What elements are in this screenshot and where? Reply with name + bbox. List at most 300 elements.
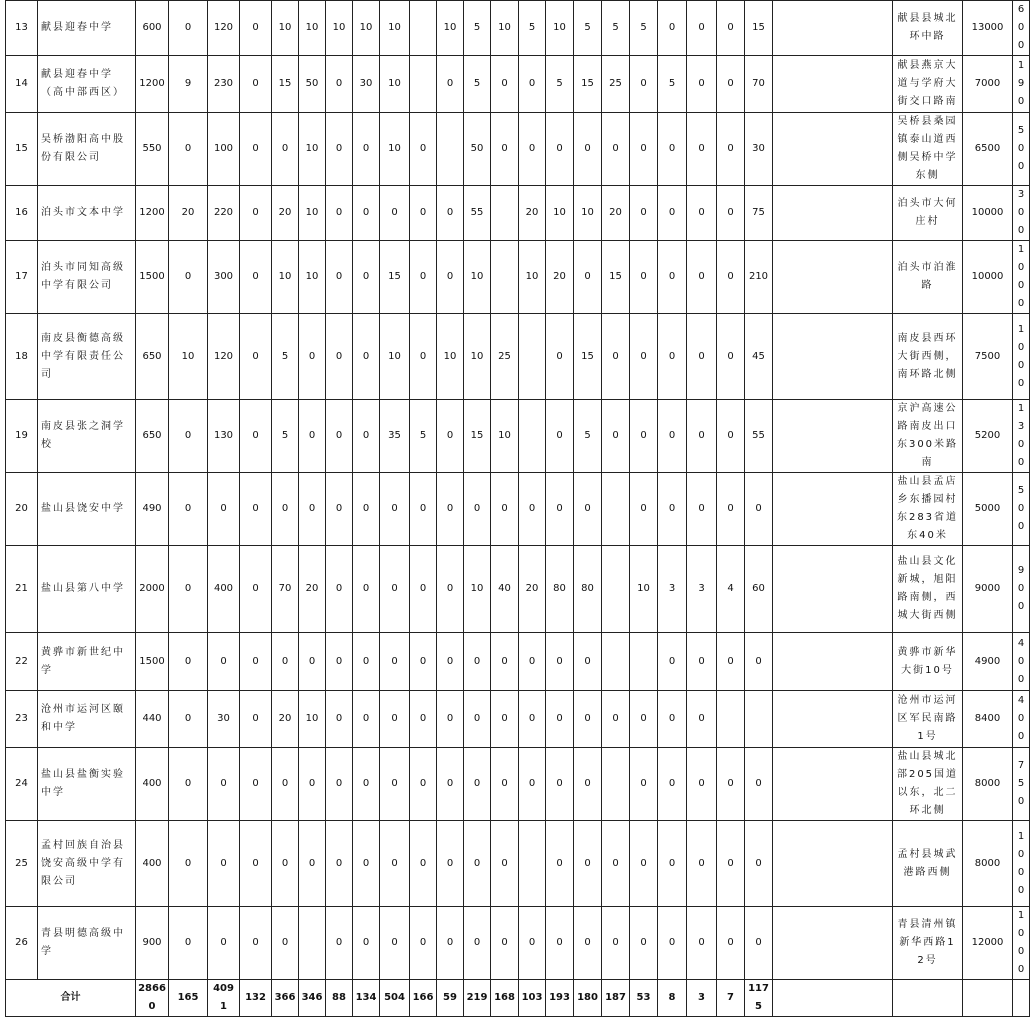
- value-cell: 0: [326, 400, 353, 473]
- value-cell: 0: [240, 400, 272, 473]
- empty-cell: [773, 1, 893, 56]
- table-row: [6, 113, 1030, 186]
- value-cell: 10: [491, 400, 519, 473]
- value-cell: 0: [326, 633, 353, 691]
- row-number: 24: [6, 748, 38, 821]
- value-cell: 0: [353, 546, 380, 633]
- value-cell: 400: [208, 546, 240, 633]
- value-cell: 0: [169, 241, 208, 314]
- row-number: 21: [6, 546, 38, 633]
- value-cell: 15: [380, 241, 410, 314]
- value-cell: [410, 56, 437, 113]
- value-cell: 20: [519, 546, 546, 633]
- value-cell: 0: [658, 1, 687, 56]
- value-cell: 0: [574, 113, 602, 186]
- value-cell: 3: [658, 546, 687, 633]
- school-name: 黄骅市新世纪中学: [38, 633, 136, 691]
- value-cell: 0: [546, 314, 574, 400]
- value-cell: 0: [658, 821, 687, 907]
- value-cell: 0: [687, 113, 717, 186]
- capacity-cell: 1000: [1013, 821, 1030, 907]
- value-cell: 0: [410, 314, 437, 400]
- value-cell: 0: [687, 241, 717, 314]
- value-cell: 0: [630, 186, 658, 241]
- value-cell: 15: [574, 56, 602, 113]
- school-name: 泊头市同知高级中学有限公司: [38, 241, 136, 314]
- value-cell: 0: [745, 633, 773, 691]
- value-cell: 0: [272, 748, 299, 821]
- area-cell: [963, 980, 1013, 1017]
- value-cell: 0: [464, 907, 491, 980]
- total-value-cell: 88: [326, 980, 353, 1017]
- empty-cell: [773, 907, 893, 980]
- value-cell: 0: [519, 473, 546, 546]
- school-name: 盐山县饶安中学: [38, 473, 136, 546]
- value-cell: 0: [519, 907, 546, 980]
- table-row: [6, 473, 1030, 546]
- value-cell: 0: [380, 473, 410, 546]
- value-cell: 0: [717, 314, 745, 400]
- total-label: 合计: [6, 980, 136, 1017]
- value-cell: 0: [353, 400, 380, 473]
- value-cell: 10: [437, 1, 464, 56]
- value-cell: 0: [208, 473, 240, 546]
- value-cell: 0: [717, 113, 745, 186]
- value-cell: [491, 241, 519, 314]
- row-number: 20: [6, 473, 38, 546]
- row-number: 18: [6, 314, 38, 400]
- total-value-cell: 4091: [208, 980, 240, 1017]
- value-cell: 0: [272, 633, 299, 691]
- row-number: 26: [6, 907, 38, 980]
- value-cell: 0: [353, 633, 380, 691]
- value-cell: 220: [208, 186, 240, 241]
- total-value-cell: 134: [353, 980, 380, 1017]
- school-name: 吴桥渤阳高中股份有限公司: [38, 113, 136, 186]
- address-cell: 黄骅市新华大街10号: [893, 633, 963, 691]
- value-cell: 0: [326, 748, 353, 821]
- value-cell: 20: [519, 186, 546, 241]
- value-cell: 0: [169, 821, 208, 907]
- table-row: [6, 633, 1030, 691]
- value-cell: 0: [687, 400, 717, 473]
- value-cell: 30: [208, 691, 240, 748]
- value-cell: 0: [326, 56, 353, 113]
- value-cell: 10: [299, 691, 326, 748]
- value-cell: 0: [546, 113, 574, 186]
- total-value-cell: 132: [240, 980, 272, 1017]
- total-value-cell: 219: [464, 980, 491, 1017]
- value-cell: 0: [240, 691, 272, 748]
- value-cell: 0: [491, 56, 519, 113]
- value-cell: 0: [272, 821, 299, 907]
- value-cell: 10: [299, 113, 326, 186]
- area-cell: 8000: [963, 748, 1013, 821]
- value-cell: 0: [326, 907, 353, 980]
- value-cell: 0: [437, 546, 464, 633]
- value-cell: 0: [602, 400, 630, 473]
- empty-cell: [773, 400, 893, 473]
- value-cell: 210: [745, 241, 773, 314]
- value-cell: 0: [602, 314, 630, 400]
- value-cell: 15: [272, 56, 299, 113]
- address-cell: 孟村县城武港路西侧: [893, 821, 963, 907]
- value-cell: [602, 546, 630, 633]
- table-row: [6, 186, 1030, 241]
- value-cell: [437, 113, 464, 186]
- school-name: 泊头市文本中学: [38, 186, 136, 241]
- value-cell: 0: [326, 314, 353, 400]
- table-row: [6, 748, 1030, 821]
- table-row: [6, 546, 1030, 633]
- value-cell: 0: [602, 907, 630, 980]
- value-cell: 0: [658, 241, 687, 314]
- value-cell: 0: [491, 821, 519, 907]
- value-cell: 0: [717, 241, 745, 314]
- value-cell: 25: [491, 314, 519, 400]
- value-cell: 1200: [136, 186, 169, 241]
- value-cell: 10: [299, 1, 326, 56]
- value-cell: 0: [717, 907, 745, 980]
- value-cell: 100: [208, 113, 240, 186]
- value-cell: 0: [437, 400, 464, 473]
- value-cell: 0: [380, 186, 410, 241]
- value-cell: 0: [546, 907, 574, 980]
- value-cell: 0: [519, 633, 546, 691]
- address-cell: 吴桥县桑园镇泰山道西侧吴桥中学东侧: [893, 113, 963, 186]
- value-cell: 0: [299, 400, 326, 473]
- school-name: 盐山县盐衡实验中学: [38, 748, 136, 821]
- value-cell: 80: [546, 546, 574, 633]
- value-cell: [602, 748, 630, 821]
- value-cell: 400: [136, 748, 169, 821]
- value-cell: 10: [380, 1, 410, 56]
- value-cell: 3: [687, 546, 717, 633]
- value-cell: 20: [602, 186, 630, 241]
- empty-cell: [773, 748, 893, 821]
- value-cell: [519, 400, 546, 473]
- value-cell: 0: [437, 186, 464, 241]
- row-number: 13: [6, 1, 38, 56]
- value-cell: 60: [745, 546, 773, 633]
- value-cell: 0: [353, 473, 380, 546]
- value-cell: 20: [272, 691, 299, 748]
- area-cell: 7500: [963, 314, 1013, 400]
- value-cell: 5: [464, 56, 491, 113]
- value-cell: 130: [208, 400, 240, 473]
- value-cell: 0: [240, 56, 272, 113]
- value-cell: 0: [658, 691, 687, 748]
- value-cell: 40: [491, 546, 519, 633]
- capacity-cell: [1013, 980, 1030, 1017]
- value-cell: 0: [208, 907, 240, 980]
- value-cell: 0: [410, 546, 437, 633]
- value-cell: 0: [353, 748, 380, 821]
- value-cell: 55: [745, 400, 773, 473]
- area-cell: 10000: [963, 241, 1013, 314]
- value-cell: 10: [464, 314, 491, 400]
- value-cell: 25: [602, 56, 630, 113]
- value-cell: 0: [240, 314, 272, 400]
- value-cell: 0: [630, 241, 658, 314]
- value-cell: 0: [299, 314, 326, 400]
- value-cell: 0: [208, 821, 240, 907]
- value-cell: 0: [299, 821, 326, 907]
- area-cell: 4900: [963, 633, 1013, 691]
- value-cell: 0: [410, 473, 437, 546]
- value-cell: 0: [410, 241, 437, 314]
- address-cell: 盐山县城北部205国道以东，北二环北侧: [893, 748, 963, 821]
- value-cell: 0: [687, 748, 717, 821]
- value-cell: 0: [491, 907, 519, 980]
- value-cell: 55: [464, 186, 491, 241]
- value-cell: 10: [299, 186, 326, 241]
- value-cell: 5: [574, 1, 602, 56]
- capacity-cell: 750: [1013, 748, 1030, 821]
- value-cell: 0: [491, 113, 519, 186]
- capacity-cell: 1300: [1013, 400, 1030, 473]
- value-cell: 0: [602, 691, 630, 748]
- value-cell: 0: [169, 633, 208, 691]
- empty-cell: [773, 241, 893, 314]
- value-cell: 0: [437, 748, 464, 821]
- value-cell: 20: [169, 186, 208, 241]
- address-cell: 泊头市大何庄村: [893, 186, 963, 241]
- value-cell: 0: [630, 56, 658, 113]
- value-cell: 0: [353, 186, 380, 241]
- value-cell: 230: [208, 56, 240, 113]
- value-cell: 5: [602, 1, 630, 56]
- value-cell: 0: [240, 241, 272, 314]
- value-cell: 10: [546, 186, 574, 241]
- value-cell: 0: [574, 691, 602, 748]
- value-cell: 0: [546, 748, 574, 821]
- value-cell: 5: [410, 400, 437, 473]
- value-cell: 0: [410, 907, 437, 980]
- address-cell: 泊头市泊淮路: [893, 241, 963, 314]
- total-value-cell: 346: [299, 980, 326, 1017]
- value-cell: 600: [136, 1, 169, 56]
- value-cell: 30: [745, 113, 773, 186]
- value-cell: 0: [326, 473, 353, 546]
- value-cell: 550: [136, 113, 169, 186]
- value-cell: 440: [136, 691, 169, 748]
- value-cell: 0: [353, 314, 380, 400]
- area-cell: 10000: [963, 186, 1013, 241]
- value-cell: 0: [717, 56, 745, 113]
- value-cell: 0: [169, 691, 208, 748]
- value-cell: 0: [380, 633, 410, 691]
- value-cell: 0: [410, 186, 437, 241]
- total-value-cell: 366: [272, 980, 299, 1017]
- value-cell: 0: [630, 748, 658, 821]
- value-cell: 0: [658, 907, 687, 980]
- school-name: 青县明德高级中学: [38, 907, 136, 980]
- value-cell: 10: [380, 56, 410, 113]
- value-cell: 0: [353, 113, 380, 186]
- value-cell: 80: [574, 546, 602, 633]
- table-row: [6, 241, 1030, 314]
- value-cell: 0: [574, 633, 602, 691]
- value-cell: 20: [272, 186, 299, 241]
- value-cell: 15: [464, 400, 491, 473]
- value-cell: 10: [272, 1, 299, 56]
- value-cell: 15: [574, 314, 602, 400]
- capacity-cell: 300: [1013, 186, 1030, 241]
- total-value-cell: 8: [658, 980, 687, 1017]
- value-cell: 120: [208, 1, 240, 56]
- value-cell: 0: [574, 241, 602, 314]
- empty-cell: [773, 314, 893, 400]
- school-name: 南皮县衡德高级中学有限责任公司: [38, 314, 136, 400]
- value-cell: 0: [602, 821, 630, 907]
- value-cell: 0: [208, 748, 240, 821]
- value-cell: 5: [519, 1, 546, 56]
- value-cell: 0: [630, 691, 658, 748]
- value-cell: 0: [169, 546, 208, 633]
- value-cell: 0: [717, 1, 745, 56]
- value-cell: 0: [410, 748, 437, 821]
- value-cell: 0: [240, 1, 272, 56]
- address-cell: [893, 980, 963, 1017]
- value-cell: 0: [602, 113, 630, 186]
- total-value-cell: 504: [380, 980, 410, 1017]
- value-cell: 0: [687, 821, 717, 907]
- value-cell: 2000: [136, 546, 169, 633]
- value-cell: 0: [717, 633, 745, 691]
- empty-cell: [773, 691, 893, 748]
- value-cell: 0: [437, 907, 464, 980]
- total-value-cell: 166: [410, 980, 437, 1017]
- value-cell: 5: [464, 1, 491, 56]
- total-value-cell: 7: [717, 980, 745, 1017]
- area-cell: 9000: [963, 546, 1013, 633]
- value-cell: 0: [464, 633, 491, 691]
- empty-cell: [773, 821, 893, 907]
- value-cell: 5: [630, 1, 658, 56]
- value-cell: 1500: [136, 633, 169, 691]
- value-cell: 0: [687, 907, 717, 980]
- total-row: [6, 980, 1030, 1017]
- value-cell: 0: [380, 748, 410, 821]
- value-cell: 0: [169, 473, 208, 546]
- value-cell: 0: [717, 473, 745, 546]
- value-cell: 490: [136, 473, 169, 546]
- value-cell: 70: [745, 56, 773, 113]
- value-cell: [519, 821, 546, 907]
- value-cell: 0: [491, 691, 519, 748]
- capacity-cell: 190: [1013, 56, 1030, 113]
- value-cell: 0: [437, 473, 464, 546]
- value-cell: 20: [299, 546, 326, 633]
- value-cell: 0: [169, 907, 208, 980]
- value-cell: 0: [464, 821, 491, 907]
- value-cell: 0: [519, 691, 546, 748]
- value-cell: 5: [658, 56, 687, 113]
- empty-cell: [773, 546, 893, 633]
- value-cell: 0: [630, 113, 658, 186]
- value-cell: 10: [299, 241, 326, 314]
- value-cell: 10: [630, 546, 658, 633]
- value-cell: 0: [717, 821, 745, 907]
- value-cell: 400: [136, 821, 169, 907]
- total-value-cell: 28660: [136, 980, 169, 1017]
- total-value-cell: 165: [169, 980, 208, 1017]
- value-cell: 0: [353, 241, 380, 314]
- value-cell: 0: [169, 748, 208, 821]
- value-cell: 300: [208, 241, 240, 314]
- value-cell: 0: [380, 907, 410, 980]
- capacity-cell: 1000: [1013, 241, 1030, 314]
- value-cell: 0: [745, 907, 773, 980]
- value-cell: 0: [491, 633, 519, 691]
- value-cell: 0: [353, 821, 380, 907]
- empty-cell: [773, 633, 893, 691]
- empty-cell: [773, 113, 893, 186]
- value-cell: 10: [464, 546, 491, 633]
- value-cell: 0: [717, 186, 745, 241]
- value-cell: 0: [519, 56, 546, 113]
- value-cell: 0: [687, 691, 717, 748]
- value-cell: 4: [717, 546, 745, 633]
- value-cell: 9: [169, 56, 208, 113]
- value-cell: 0: [272, 907, 299, 980]
- value-cell: 0: [546, 473, 574, 546]
- school-name: 献县迎春中学（高中部西区）: [38, 56, 136, 113]
- capacity-cell: 1000: [1013, 314, 1030, 400]
- capacity-cell: 1000: [1013, 907, 1030, 980]
- value-cell: 30: [353, 56, 380, 113]
- value-cell: 0: [240, 633, 272, 691]
- value-cell: [299, 907, 326, 980]
- capacity-cell: 500: [1013, 113, 1030, 186]
- address-cell: 盐山县孟店乡东播园村东283省道东40米: [893, 473, 963, 546]
- value-cell: [410, 1, 437, 56]
- value-cell: 0: [546, 400, 574, 473]
- value-cell: 650: [136, 400, 169, 473]
- value-cell: 0: [745, 821, 773, 907]
- value-cell: 45: [745, 314, 773, 400]
- school-data-table: [5, 0, 1030, 1017]
- value-cell: 1200: [136, 56, 169, 113]
- value-cell: 0: [240, 821, 272, 907]
- value-cell: [745, 691, 773, 748]
- address-cell: 献县燕京大道与学府大街交口路南: [893, 56, 963, 113]
- address-cell: 京沪高速公路南皮出口东300米路南: [893, 400, 963, 473]
- value-cell: 0: [574, 821, 602, 907]
- value-cell: 0: [240, 907, 272, 980]
- value-cell: 5: [546, 56, 574, 113]
- value-cell: 10: [353, 1, 380, 56]
- value-cell: [717, 691, 745, 748]
- value-cell: 15: [745, 1, 773, 56]
- value-cell: 70: [272, 546, 299, 633]
- value-cell: 0: [658, 113, 687, 186]
- value-cell: [602, 633, 630, 691]
- empty-cell: [773, 980, 893, 1017]
- value-cell: 0: [574, 907, 602, 980]
- table-row: [6, 907, 1030, 980]
- value-cell: 0: [658, 400, 687, 473]
- school-name: 沧州市运河区颐和中学: [38, 691, 136, 748]
- value-cell: 650: [136, 314, 169, 400]
- value-cell: 120: [208, 314, 240, 400]
- capacity-cell: 500: [1013, 473, 1030, 546]
- value-cell: [519, 314, 546, 400]
- total-value-cell: 168: [491, 980, 519, 1017]
- value-cell: 10: [464, 241, 491, 314]
- row-number: 17: [6, 241, 38, 314]
